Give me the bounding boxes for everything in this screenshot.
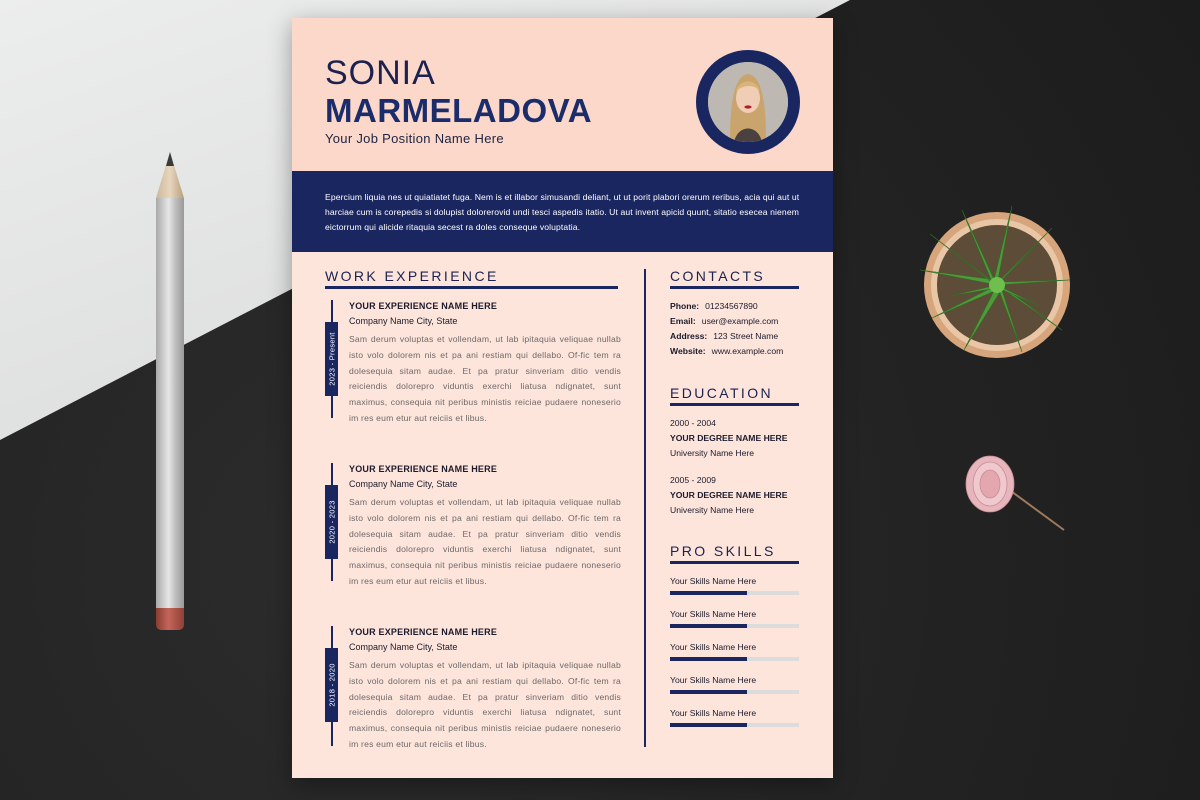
experience-period-tab: 2018 - 2020 (325, 648, 338, 722)
education-degree: YOUR DEGREE NAME HERE (670, 433, 788, 443)
succulent-plant-prop (902, 200, 1078, 360)
education-years: 2005 - 2009 (670, 475, 716, 485)
experience-company: Company Name City, State (349, 642, 458, 652)
skill-bar (670, 723, 799, 727)
education-university: University Name Here (670, 505, 755, 515)
experience-name: YOUR EXPERIENCE NAME HERE (349, 301, 498, 311)
pink-flower-prop (960, 446, 1070, 536)
experience-name: YOUR EXPERIENCE NAME HERE (349, 464, 498, 474)
skill-bar (670, 591, 799, 595)
education-degree: YOUR DEGREE NAME HERE (670, 490, 788, 500)
pencil-prop (156, 152, 184, 630)
skill-name: Your Skills Name Here (670, 642, 757, 652)
skill-name: Your Skills Name Here (670, 609, 757, 619)
profile-photo (708, 62, 788, 142)
education-university: University Name Here (670, 448, 755, 458)
skills-heading: PRO SKILLS (670, 543, 776, 559)
contact-address: Address: 123 Street Name (670, 331, 779, 341)
skill-bar (670, 624, 799, 628)
first-name: SONIA (325, 54, 436, 92)
experience-company: Company Name City, State (349, 479, 458, 489)
skill-bar-fill (670, 591, 747, 595)
skill-bar-fill (670, 723, 747, 727)
education-years: 2000 - 2004 (670, 418, 716, 428)
education-heading: EDUCATION (670, 385, 774, 401)
contacts-rule (670, 286, 799, 289)
skill-bar-fill (670, 690, 747, 694)
skill-bar-fill (670, 657, 747, 661)
work-experience-rule (325, 286, 618, 289)
summary-banner (292, 171, 833, 252)
experience-description: Sam derum voluptas et vollendam, ut lab ipitaquia veliquae nullab isto volo dolorem nis et pa ani restiam qui dellabo. Of-fic tem ra dolesequia sitam audae. Et pa pratur sinveriam ditio vendis reiciendis dolorepro viduntis exerchi liatusa ndignatet, sunt maximus, consequia nit peribus ministis reiciae pudaere noneserio im res eum etur aut reiciis et libus. (349, 660, 621, 749)
last-name: MARMELADOVA (325, 92, 593, 129)
skill-bar-fill (670, 624, 747, 628)
skills-rule (670, 561, 799, 564)
profile-photo-frame (696, 50, 800, 154)
experience-description: Sam derum voluptas et vollendam, ut lab ipitaquia veliquae nullab isto volo dolorem nis et pa ani restiam qui dellabo. Of-fic tem ra dolesequia sitam audae. Et pa pratur sinveriam ditio vendis reiciendis dolorepro viduntis exerchi liatusa ndignatet, sunt maximus, consequia nit peribus ministis reiciae pudaere noneserio im res eum etur aut reiciis et libus. (349, 334, 621, 423)
job-title: Your Job Position Name Here (325, 131, 504, 146)
contact-website: Website: www.example.com (670, 346, 784, 356)
skill-bar (670, 657, 799, 661)
skill-name: Your Skills Name Here (670, 576, 757, 586)
column-divider (644, 269, 646, 747)
experience-name: YOUR EXPERIENCE NAME HERE (349, 627, 498, 637)
summary-text: Epercium liquia nes ut quiatiatet fuga. Nem is et illabor simusandi deliant, ut ut porit plabori orerum reribus, acia qui aut ut harciae cum is corepedis si dolupist dolorerovid undi tesci aspedis itatio. Ut aut invent apicid quunt, sitatio esecea nienem eictorrum qui alicide ritaquia secest ra doles conseque voluptatia. (325, 192, 800, 232)
resume-page (292, 18, 833, 778)
skill-bar (670, 690, 799, 694)
skill-name: Your Skills Name Here (670, 708, 757, 718)
experience-description: Sam derum voluptas et vollendam, ut lab ipitaquia veliquae nullab isto volo dolorem nis et pa ani restiam qui dellabo. Of-fic tem ra dolesequia sitam audae. Et pa pratur sinveriam ditio vendis reiciendis dolorepro viduntis exerchi liatusa ndignatet, sunt maximus, consequia nit peribus ministis reiciae pudaere noneserio im res eum etur aut reiciis et libus. (349, 497, 621, 586)
contact-phone: Phone: 01234567890 (670, 301, 758, 311)
contact-email: Email: user@example.com (670, 316, 779, 326)
skill-name: Your Skills Name Here (670, 675, 757, 685)
experience-period-tab: 2020 - 2023 (325, 485, 338, 559)
contacts-heading: CONTACTS (670, 268, 766, 284)
work-experience-heading: WORK EXPERIENCE (325, 268, 499, 284)
experience-company: Company Name City, State (349, 316, 458, 326)
experience-period-tab: 2023 - Present (325, 322, 338, 396)
education-rule (670, 403, 799, 406)
